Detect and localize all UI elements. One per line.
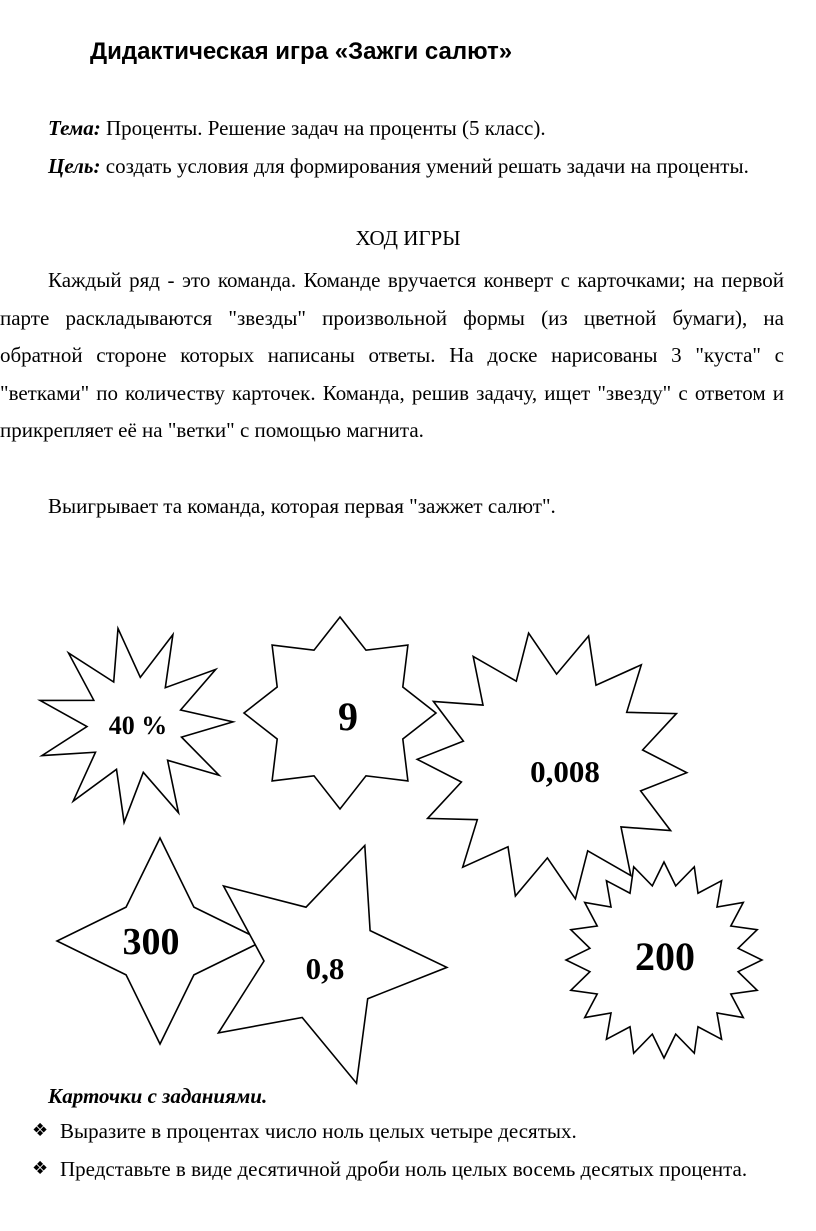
task-text: Выразите в процентах число ноль целых четыре десятых. bbox=[60, 1119, 577, 1143]
section-heading: ХОД ИГРЫ bbox=[355, 226, 461, 250]
theme-text: Проценты. Решение задач на проценты (5 класс). bbox=[100, 116, 546, 140]
star-label: 0,8 bbox=[305, 951, 345, 986]
goal-text: создать условия для формирования умений решать задачи на проценты. bbox=[100, 154, 749, 178]
task-item bbox=[32, 1150, 784, 1188]
task-text: Представьте в виде десятичной дроби ноль целых восемь десятых процента. bbox=[60, 1157, 748, 1181]
star-label: 300 bbox=[122, 921, 180, 963]
page-title: Дидактическая игра «Зажги салют» bbox=[90, 38, 513, 65]
star-label: 0,008 bbox=[530, 754, 600, 789]
winner-paragraph: Выигрывает та команда, которая первая "зажжет салют". bbox=[48, 494, 556, 518]
diamond-bullet-icon: ❖ bbox=[32, 1158, 49, 1179]
diamond-bullet-icon: ❖ bbox=[32, 1120, 49, 1141]
star-label: 200 bbox=[635, 934, 695, 979]
star-label: 40 % bbox=[108, 711, 168, 740]
cards-heading: Карточки с заданиями. bbox=[48, 1084, 268, 1108]
goal-label: Цель: bbox=[48, 154, 101, 178]
rules-paragraph: Каждый ряд - это команда. Команде вручается конверт с карточками; на первой парте раскладываются "звезды" произвольной формы (из цветной бумаги), на обратной стороне которых написаны ответы. На доске нарисованы 3 "куста" с "ветками" по количеству карточек. Команда, решив задачу, ищет "звезду" с ответом и прикрепляет её на "ветки" с помощью магнита. bbox=[0, 268, 784, 442]
star-label: 9 bbox=[338, 694, 358, 739]
theme-label: Тема: bbox=[48, 116, 101, 140]
task-item bbox=[32, 1112, 784, 1150]
